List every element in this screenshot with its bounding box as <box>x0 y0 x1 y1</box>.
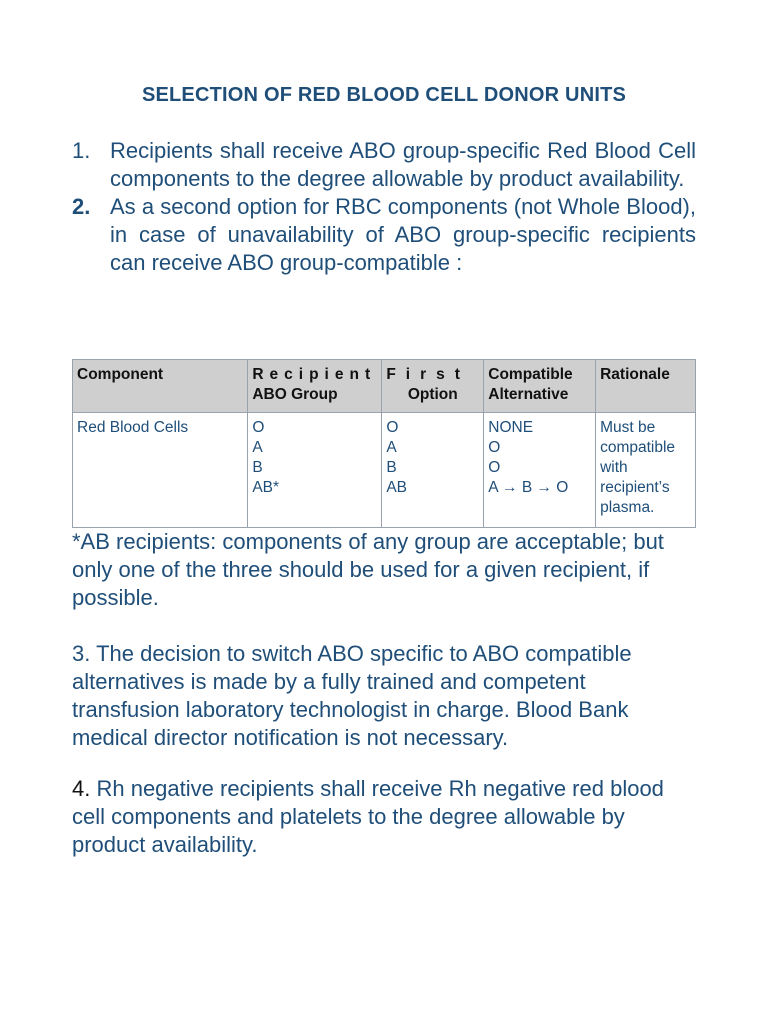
table-header-row <box>73 360 696 413</box>
cell-recipient-groups: O A B AB* <box>248 413 382 528</box>
list-item-text: Recipients shall receive ABO group-specific Red Blood Cell components to the degree allowable by product availability. <box>110 138 696 191</box>
header-rationale: Rationale <box>596 360 696 413</box>
header-component: Component <box>73 360 248 413</box>
list-item-number: 1. <box>72 138 91 163</box>
abo-compatibility-table <box>72 359 696 528</box>
cell-rationale: Must be compatible with recipient’s plasma. <box>596 413 696 528</box>
list-item <box>72 137 696 193</box>
cell-compatible-alternative: NONE O O A → B → O <box>484 413 596 528</box>
numbered-list <box>72 137 696 277</box>
header-first-option: First Option <box>382 360 484 413</box>
paragraph-4 <box>72 775 696 859</box>
cell-first-option: O A B AB <box>382 413 484 528</box>
list-item-text: As a second option for RBC components (not Whole Blood), in case of unavailability of ABO group-specific recipients can receive ABO group-compatible : <box>110 194 696 275</box>
header-recipient-abo-group: Recipient ABO Group <box>248 360 382 413</box>
table-row <box>73 413 696 528</box>
cell-component: Red Blood Cells <box>73 413 248 528</box>
list-item-number: 2. <box>72 194 91 219</box>
paragraph-4-number: 4. <box>72 776 91 801</box>
paragraph-3: 3. The decision to switch ABO specific to ABO compatible alternatives is made by a fully trained and competent transfusion laboratory technologist in charge. Blood Bank medical director notification is not necessary. <box>72 641 632 750</box>
header-compatible-alternative: Compatible Alternative <box>484 360 596 413</box>
footnote: *AB recipients: components of any group are acceptable; but only one of the three should be used for a given recipient, if possible. <box>72 529 664 610</box>
paragraph-4-text: Rh negative recipients shall receive Rh negative red blood cell components and platelets to the degree allowable by product availability. <box>72 776 664 857</box>
page-title: SELECTION OF RED BLOOD CELL DONOR UNITS <box>141 84 627 106</box>
list-item <box>72 193 696 277</box>
